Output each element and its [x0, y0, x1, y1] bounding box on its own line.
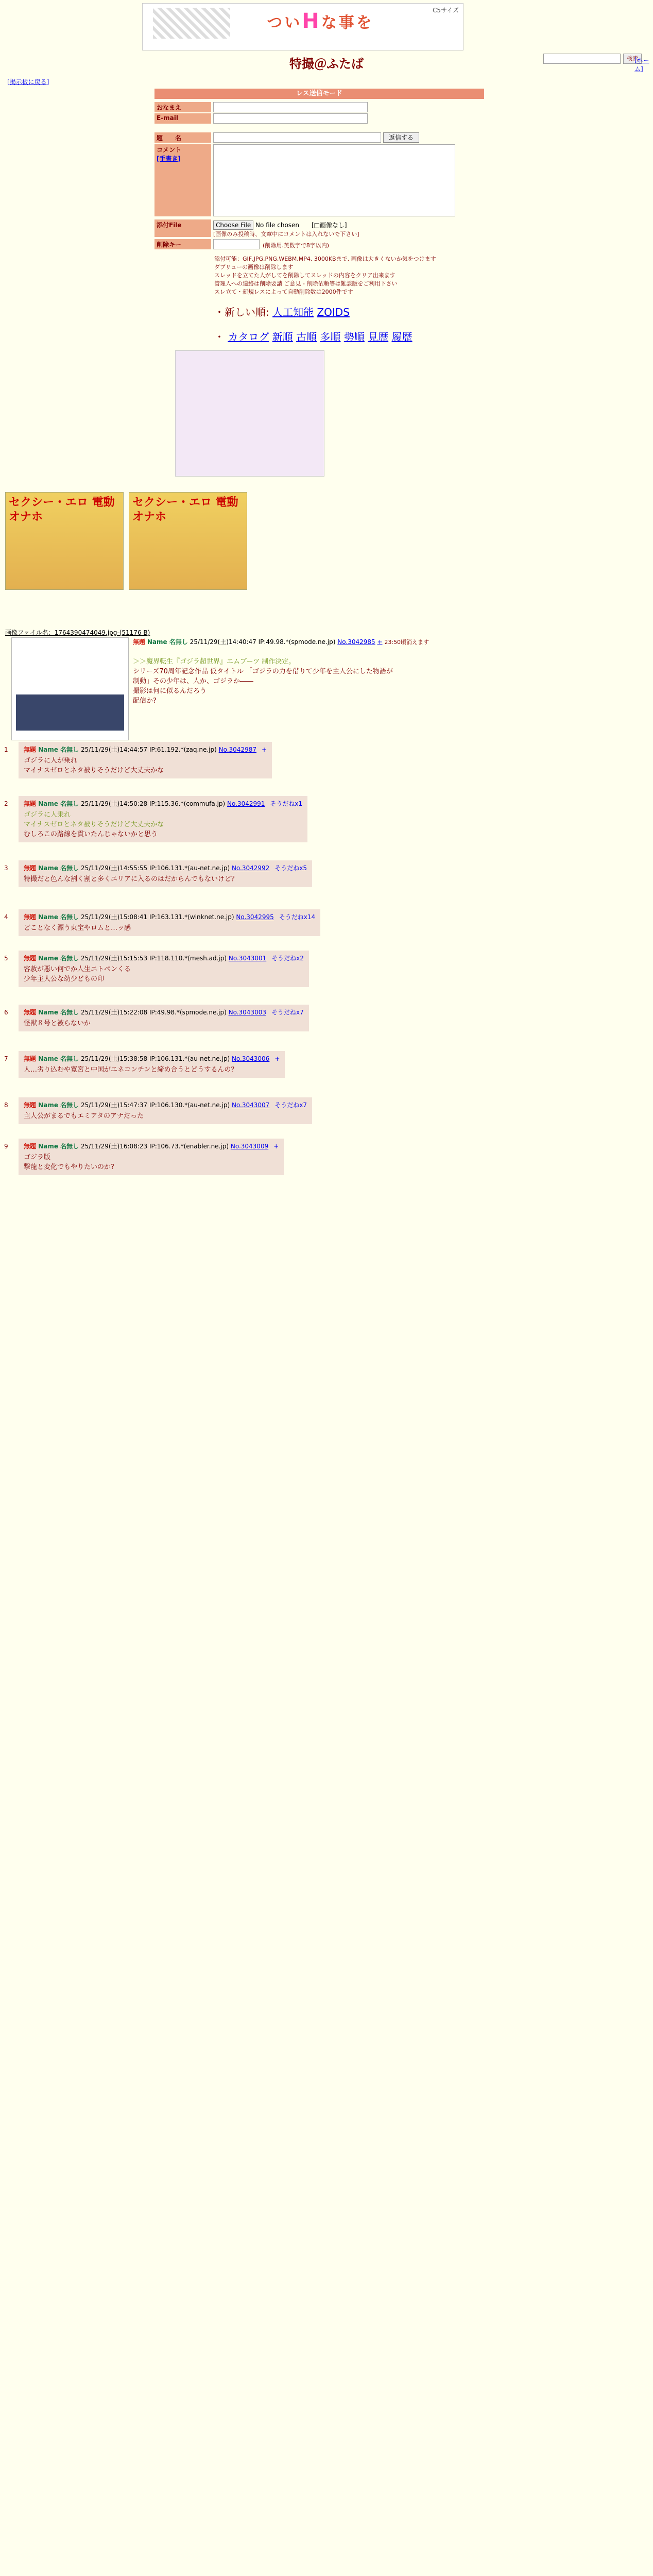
reply-date: 25/11/29(土)15:08:41 IP:163.131.*(winknet.ne.jp) [80, 913, 234, 921]
submit-button[interactable]: 返信する [383, 132, 419, 143]
reply-name: Name 名無し [38, 1143, 79, 1150]
link-history[interactable]: 履歴 [391, 331, 413, 343]
reply-body [24, 1111, 307, 1121]
reply-subject: 無題 [24, 800, 39, 807]
handwrite-link[interactable]: [手書き] [157, 155, 181, 162]
reply-number[interactable]: No.3043006 [231, 1055, 270, 1062]
reply-post [19, 1097, 312, 1124]
op-line: シリーズ70周年記念作品 仮タイトル 「ゴジラの力を借りて少年を主人公にした物語が [133, 668, 393, 675]
reply-post [19, 796, 307, 842]
reply-index: 2 [4, 800, 8, 807]
file-label: 添付File [154, 219, 211, 237]
search-button[interactable]: 検索 [623, 54, 642, 64]
op-header [133, 637, 429, 646]
back-link[interactable]: [掲示板に戻る] [7, 78, 49, 86]
reply-name: Name 名無し [38, 955, 79, 962]
comment-label [154, 144, 211, 216]
reply-name: Name 名無し [38, 1009, 79, 1016]
top-banner-ad[interactable] [142, 3, 463, 50]
search-input[interactable] [543, 54, 621, 64]
reply-post [19, 909, 320, 936]
reply-subject: 無題 [24, 865, 39, 872]
ad-title: セクシー・エロ 電動オナホ [132, 496, 238, 523]
op-quote: ＞＞魔界転生『ゴジラ超世界』エムブーツ 制作決定。 [133, 658, 296, 666]
board-title: 特撮＠ふたば [289, 57, 364, 71]
link-zoids[interactable]: ZOIDS [317, 306, 350, 318]
banner-image [153, 8, 230, 39]
home-link[interactable]: [ホーム] [634, 57, 649, 73]
reply-line: 人…劣り込むや寛宮と中国がエネコンチンと締め合うとどうするんの？ [24, 1066, 238, 1074]
reply-body [24, 923, 315, 933]
link-new[interactable]: 新順 [272, 331, 293, 343]
file-picker[interactable] [213, 221, 347, 229]
op-line: 制動」その少年は、人か、ゴジラか―― [133, 677, 254, 685]
reply-number[interactable]: No.3042987 [218, 746, 256, 753]
op-image-inset [16, 694, 124, 731]
reply-subject: 無題 [24, 1055, 39, 1062]
reply-number[interactable]: No.3042991 [227, 800, 265, 807]
reply-date: 25/11/29(土)15:22:08 IP:49.98.*(spmode.ne.jp) [80, 1009, 227, 1016]
rule-item: 添付可能：GIF,JPG,PNG,WEBM,MP4. 3000KBまで. 画像は大きくないか気をつけます [214, 256, 436, 262]
reply-line: 容赦が悪い何でか人生エトペンくる [24, 965, 131, 973]
link-ai[interactable]: 人工知能 [272, 306, 314, 318]
reply-quote: ゴジラに人乗れ [24, 811, 71, 819]
reply-subject: 無題 [24, 913, 39, 921]
sodane-button[interactable]: そうだねx14 [279, 913, 316, 921]
subject-field[interactable] [213, 132, 381, 143]
op-line: 配信か? [133, 697, 157, 705]
sodane-button[interactable]: そうだねx1 [270, 800, 303, 807]
reply-index: 6 [4, 1009, 8, 1016]
reply-index: 5 [4, 955, 8, 962]
reply-header [24, 1008, 304, 1016]
no-image-checkbox[interactable]: [□画像なし] [311, 222, 347, 229]
reply-post [19, 1051, 285, 1078]
reply-header [24, 912, 315, 921]
new-order-links: ・新しい順: 人工知能 ZOIDS [214, 306, 350, 318]
reply-body [24, 756, 267, 775]
reply-body [24, 874, 307, 884]
reply-name: Name 名無し [38, 913, 79, 921]
reply-line: 特撮だと色んな割く割と多くエリアに入るのはだからんでもないけど？ [24, 875, 238, 883]
name-field[interactable] [213, 102, 368, 112]
sodane-button[interactable]: そうだねx2 [271, 955, 304, 962]
reply-number[interactable]: No.3043009 [230, 1143, 269, 1150]
reply-mode-bar: レス送信モード [154, 89, 484, 99]
rule-item: スレ立て・新規レスによって自動削除数は2000件です [214, 289, 353, 295]
reply-quote: マイナスゼロとネタ被りそうだけど大丈夫かな [24, 821, 164, 828]
op-line: 撮影は何に似るんだろう [133, 687, 207, 695]
reply-number[interactable]: No.3042995 [236, 913, 274, 921]
reply-number[interactable]: No.3042992 [231, 865, 270, 872]
catalog-links: ・ カタログ 新順 古順 多順 勢順 見歴 履歴 [214, 331, 413, 343]
reply-number[interactable]: No.3043001 [228, 955, 267, 962]
ad-title: セクシー・エロ 電動オナホ [9, 496, 115, 523]
reply-name: Name 名無し [38, 865, 79, 872]
sodane-button[interactable]: + [273, 1143, 279, 1150]
reply-index: 4 [4, 913, 8, 921]
op-image[interactable] [11, 637, 129, 740]
reply-header [24, 745, 267, 754]
op-body [133, 657, 393, 706]
reply-date: 25/11/29(土)15:38:58 IP:106.131.*(au-net.ne.jp) [80, 1055, 230, 1062]
reply-number[interactable]: No.3043003 [228, 1009, 266, 1016]
reply-subject: 無題 [24, 955, 39, 962]
reply-post [19, 1139, 284, 1175]
reply-index: 1 [4, 746, 8, 753]
reply-line: ゴジラ版 [24, 1154, 51, 1161]
op-file-link[interactable]: 画像ファイル名：1764390474049.jpg-(51176 B) [5, 629, 150, 636]
reply-header [24, 954, 304, 962]
reply-line: マイナスゼロとネタ被りそうだけど大丈夫かな [24, 767, 164, 774]
link-many[interactable]: 多順 [320, 331, 341, 343]
reply-date: 25/11/29(土)14:50:28 IP:115.36.*(commufa.jp) [80, 800, 226, 807]
reply-line: 撃龍と変化でもやりたいのか? [24, 1163, 114, 1171]
link-viewed[interactable]: 見歴 [368, 331, 389, 343]
reply-date: 25/11/29(土)16:08:23 IP:106.73.*(enabler.ne.jp) [80, 1143, 229, 1150]
reply-date: 25/11/29(土)15:47:37 IP:106.130.*(au-net.ne.jp) [80, 1101, 230, 1109]
ad-banner-right[interactable] [129, 492, 247, 590]
reply-subject: 無題 [24, 746, 39, 753]
choose-file-button[interactable]: Choose File [213, 221, 253, 230]
reply-post [19, 1005, 309, 1031]
new-order-label: 新しい順: [225, 306, 269, 318]
reply-body [24, 964, 304, 984]
link-momentum[interactable]: 勢順 [343, 331, 365, 343]
reply-index: 8 [4, 1101, 8, 1109]
reply-header [24, 799, 302, 808]
reply-date: 25/11/29(土)14:55:55 IP:106.131.*(au-net.ne.jp) [80, 865, 230, 872]
op-name: Name 名無し [147, 638, 188, 646]
reply-date: 25/11/29(土)14:44:57 IP:61.192.*(zaq.ne.jp) [80, 746, 217, 753]
reply-date: 25/11/29(土)15:15:53 IP:118.110.*(mesh.ad.jp) [80, 955, 227, 962]
name-label: おなまえ [154, 102, 211, 112]
rules-list [214, 255, 436, 296]
link-catalog[interactable]: カタログ [228, 331, 269, 343]
reply-post [19, 951, 309, 987]
reply-name: Name 名無し [38, 800, 79, 807]
reply-line: 怪獣８号と被らないか [24, 1020, 91, 1027]
reply-subject: 無題 [24, 1101, 39, 1109]
reply-body [24, 1065, 280, 1075]
reply-name: Name 名無し [38, 1101, 79, 1109]
sodane-button[interactable]: + [274, 1055, 280, 1062]
reply-line: ゴジラに人が乗れ [24, 757, 78, 765]
image-note: [画像のみ投稿時、文章中にコメントは入れないで下さい] [213, 231, 359, 238]
op-number[interactable]: No.3042985 [337, 638, 375, 646]
banner-logo: ついHな事を [235, 7, 405, 36]
delkey-label: 削除キー [154, 239, 211, 249]
email-field[interactable] [213, 113, 368, 124]
ad-banner-left[interactable] [5, 492, 124, 590]
reply-header [24, 1142, 279, 1150]
file-status: No file chosen [255, 222, 300, 229]
reply-post [19, 742, 272, 778]
comment-field[interactable] [213, 144, 455, 216]
sodane-button[interactable]: + [261, 746, 267, 753]
reply-index: 3 [4, 865, 8, 872]
reply-body [24, 1019, 304, 1028]
reply-name: Name 名無し [38, 1055, 79, 1062]
rule-item: スレッドを立てた人がしてを削除してスレッドの内容をクリア出来ます [214, 272, 396, 279]
subject-label: 題 名 [154, 132, 211, 143]
op-subject: 無題 [133, 638, 146, 646]
reply-line: むしろこの路線を貫いたんじゃないかと思う [24, 831, 158, 838]
reply-post [19, 860, 312, 887]
reply-body [24, 810, 302, 839]
op-sodane[interactable]: + [377, 638, 383, 646]
reply-subject: 無題 [24, 1009, 39, 1016]
delkey-field[interactable] [213, 239, 260, 249]
reply-header [24, 1054, 280, 1063]
delkey-note: (削除用.英数字で8字以内) [263, 242, 330, 249]
rule-item: ダブリューの画像は削除します [214, 264, 294, 270]
op-expiry: 23:50頃消えます [384, 639, 429, 646]
reply-subject: 無題 [24, 1143, 39, 1150]
sodane-button[interactable]: そうだねx7 [271, 1009, 304, 1016]
reply-line: 少年主人公な幼少どもの印 [24, 975, 105, 983]
reply-index: 7 [4, 1055, 8, 1062]
reply-number[interactable]: No.3043007 [231, 1101, 270, 1109]
reply-header [24, 1100, 307, 1109]
sodane-button[interactable]: そうだねx5 [274, 865, 307, 872]
email-label: E-mail [154, 113, 211, 124]
banner-tagline: C5サイズ [432, 7, 459, 14]
comment-label-text: コメント [157, 146, 182, 154]
ad-illustration[interactable] [175, 350, 324, 477]
reply-line: 主人公がまるでもエミアタのアナだった [24, 1112, 144, 1120]
sodane-button[interactable]: そうだねx7 [274, 1101, 307, 1109]
op-date: 25/11/29(土)14:40:47 IP:49.98.*(spmode.ne.jp) [190, 638, 336, 646]
reply-body [24, 1153, 279, 1172]
reply-line: どことなく漂う東宝やロムと…ッ感 [24, 924, 131, 932]
link-old[interactable]: 古順 [296, 331, 317, 343]
reply-header [24, 863, 307, 872]
reply-index: 9 [4, 1143, 8, 1150]
reply-name: Name 名無し [38, 746, 79, 753]
rule-item: 管理人への連絡は削除要請 ご意見 - 削除依頼等は雑談版をご利用下さい [214, 280, 398, 287]
